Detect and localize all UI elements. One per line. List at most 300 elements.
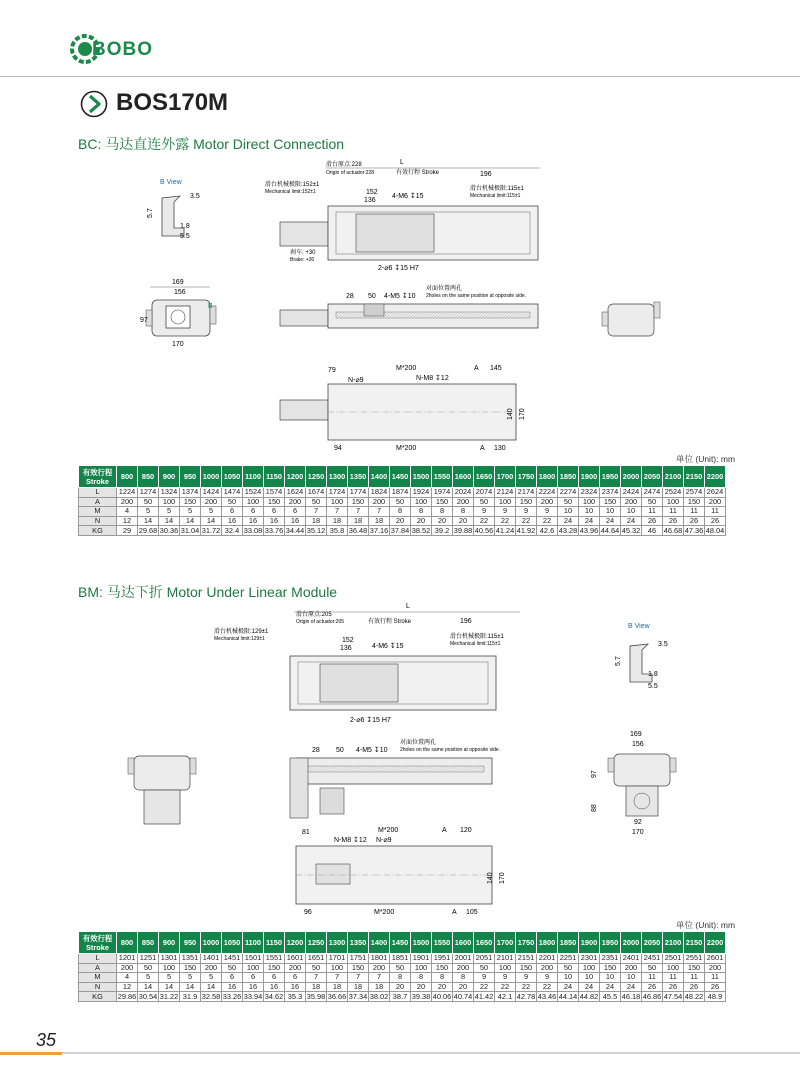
table-cell: 24 <box>621 516 642 526</box>
table-cell: 22 <box>474 516 495 526</box>
table-cell: 100 <box>327 497 348 507</box>
table-cell: 39.88 <box>453 525 473 535</box>
column-header: 1350 <box>348 932 369 954</box>
b-view-bm <box>615 623 668 690</box>
table-cell: 8 <box>411 973 432 983</box>
table-cell: 46.18 <box>621 991 641 1001</box>
table-header-label: 有效行程 Stroke <box>79 932 117 954</box>
column-header: 1950 <box>600 466 621 488</box>
dim-L-bm: L <box>406 603 410 610</box>
table-cell: 2151 <box>516 954 537 964</box>
column-header: 2150 <box>684 932 705 954</box>
dim-a-bottom-bm: A <box>452 909 457 916</box>
dim-170-side-bm: 170 <box>499 872 506 884</box>
table-cell: 150 <box>348 963 369 973</box>
column-header: 1700 <box>495 466 516 488</box>
table-cell: 50 <box>222 497 243 507</box>
dim-152-bm: 152 <box>342 637 354 644</box>
table-cell: 5 <box>159 973 180 983</box>
table-cell: 44.82 <box>579 991 599 1001</box>
table-cell: 35.12 <box>306 525 326 535</box>
column-header: 1900 <box>579 466 600 488</box>
table-cell: 1924 <box>411 488 432 498</box>
table-cell: 150 <box>432 497 453 507</box>
table-cell: 2051 <box>474 954 495 964</box>
table-cell: 32.58 <box>201 991 221 1001</box>
table-row <box>79 973 726 983</box>
table-cell: 37.84 <box>390 525 410 535</box>
table-cell: 50 <box>306 497 327 507</box>
table-cell: 150 <box>600 497 621 507</box>
table-cell: 5 <box>138 973 159 983</box>
column-header: 1700 <box>495 932 516 954</box>
dim-28-bm: 28 <box>312 747 320 754</box>
table-cell: 1801 <box>369 954 390 964</box>
footer-accent <box>0 1052 62 1055</box>
dim-1-8-bm: 1.8 <box>648 671 658 678</box>
dim-170: 170 <box>172 341 184 348</box>
column-header: 950 <box>180 932 201 954</box>
table-cell: 4 <box>117 973 138 983</box>
table-cell: 24 <box>600 516 621 526</box>
table-cell: 200 <box>369 963 390 973</box>
table-cell: 1374 <box>180 488 201 498</box>
table-cell: 20 <box>411 516 432 526</box>
row-label: KG <box>79 526 117 536</box>
column-header: 1900 <box>579 932 600 954</box>
column-header: 1600 <box>453 466 474 488</box>
table-cell: 7 <box>327 507 348 517</box>
opposite-holes-cn: 对面位置两孔 <box>426 286 463 292</box>
table-cell: 29.68 <box>138 525 158 535</box>
table-cell: 150 <box>180 497 201 507</box>
row-label: M <box>79 973 117 983</box>
column-header: 1400 <box>369 466 390 488</box>
table-cell: 46.86 <box>642 991 662 1001</box>
table-cell: 12 <box>117 516 138 526</box>
stroke-label: 有效行程 Stroke <box>396 170 440 176</box>
column-header: 1100 <box>243 932 264 954</box>
table-cell: 2124 <box>495 488 516 498</box>
table-cell: 11 <box>663 973 684 983</box>
table-cell: 5 <box>201 973 222 983</box>
table-cell: 200 <box>537 963 558 973</box>
table-row <box>79 516 726 526</box>
table-cell: 33.76 <box>264 525 284 535</box>
table-cell: 1751 <box>348 954 369 964</box>
row-label: L <box>79 954 117 964</box>
table-cell: 6 <box>222 973 243 983</box>
table-body-bm <box>79 954 726 1002</box>
table-cell: 32.4 <box>222 526 243 536</box>
table-cell: 20 <box>432 516 453 526</box>
dim-50: 50 <box>368 293 376 300</box>
table-cell: 30.54 <box>138 991 158 1001</box>
table-cell: 14 <box>138 516 159 526</box>
table-cell: 1651 <box>306 954 327 964</box>
table-cell: 5 <box>159 507 180 517</box>
table-cell: 22 <box>537 982 558 992</box>
table-cell: 26 <box>663 516 684 526</box>
drawing-bc <box>140 156 740 456</box>
table-cell: 44.14 <box>558 991 578 1001</box>
dim-97-bm: 97 <box>591 770 598 778</box>
table-cell: 11 <box>684 507 705 517</box>
dim-96: 96 <box>304 909 312 916</box>
dim-50-bm: 50 <box>336 747 344 754</box>
table-cell: 150 <box>264 497 285 507</box>
table-cell: 6 <box>243 973 264 983</box>
table-cell: 18 <box>369 516 390 526</box>
row-label: A <box>79 963 117 973</box>
table-cell: 29 <box>117 526 138 536</box>
table-cell: 150 <box>180 963 201 973</box>
n-m8-label-bm: N-M8 ↧12 <box>334 837 367 844</box>
dim-140: 140 <box>507 408 514 420</box>
bottom-view-bm <box>296 827 506 916</box>
table-cell: 6 <box>243 507 264 517</box>
table-cell: 100 <box>663 963 684 973</box>
table-cell: 38.52 <box>411 525 431 535</box>
table-cell: 26 <box>705 516 726 526</box>
dim-169: 169 <box>172 279 184 286</box>
column-header: 2100 <box>663 466 684 488</box>
row-label: KG <box>79 992 117 1002</box>
table-cell: 18 <box>306 516 327 526</box>
holes-m6: 4-M6 ↧15 <box>392 193 424 200</box>
holes-m5-bm: 4-M5 ↧10 <box>356 747 388 754</box>
table-cell: 7 <box>327 973 348 983</box>
right-end-view <box>602 302 660 336</box>
table-cell: 10 <box>558 973 579 983</box>
table-cell: 22 <box>537 516 558 526</box>
origin-label-cn: 滑台原点:228 <box>326 162 362 168</box>
table-cell: 2424 <box>621 488 642 498</box>
table-cell: 1851 <box>390 954 411 964</box>
table-cell: 34.62 <box>264 991 284 1001</box>
table-cell: 10 <box>558 507 579 517</box>
table-cell: 200 <box>621 963 642 973</box>
column-header: 2200 <box>705 932 726 954</box>
dim-130: 130 <box>494 445 506 452</box>
opposite-holes-en: 2holes on the same position at opposite side. <box>426 293 527 299</box>
table-cell: 14 <box>180 982 201 992</box>
column-header: 1000 <box>201 932 222 954</box>
row-label: A <box>79 497 117 507</box>
table-cell: 7 <box>369 973 390 983</box>
spec-table-bc <box>78 465 726 536</box>
dim-1-8: 1.8 <box>180 223 190 230</box>
column-header: 1550 <box>432 932 453 954</box>
table-cell: 150 <box>516 963 537 973</box>
table-cell: 26 <box>684 982 705 992</box>
table-row <box>79 954 726 964</box>
table-cell: 50 <box>558 963 579 973</box>
mech-limit-left-en-bm: Mechanical limit:129±1 <box>214 636 265 642</box>
table-cell: 11 <box>642 973 663 983</box>
dim-152: 152 <box>366 189 378 196</box>
table-cell: 50 <box>474 963 495 973</box>
table-cell: 5 <box>201 507 222 517</box>
table-cell: 6 <box>264 507 285 517</box>
opposite-holes-en-bm: 2holes on the same position at opposite side. <box>400 747 501 753</box>
dim-5-7-bm: 5.7 <box>615 656 622 666</box>
table-cell: 200 <box>201 963 222 973</box>
table-cell: 100 <box>243 497 264 507</box>
column-header: 1200 <box>285 932 306 954</box>
table-row <box>79 497 726 507</box>
table-cell: 9 <box>516 973 537 983</box>
section-heading-bc: BC: 马达直连外露 Motor Direct Connection <box>78 136 345 152</box>
table-cell: 20 <box>432 982 453 992</box>
column-header: 800 <box>117 932 138 954</box>
table-cell: 4 <box>117 507 138 517</box>
table-cell: 9 <box>474 507 495 517</box>
table-cell: 16 <box>264 516 285 526</box>
column-header: 900 <box>159 466 180 488</box>
table-cell: 20 <box>453 516 474 526</box>
table-cell: 150 <box>264 963 285 973</box>
table-cell: 100 <box>159 963 180 973</box>
drawing-bm <box>120 602 740 922</box>
table-cell: 200 <box>621 497 642 507</box>
column-header: 950 <box>180 466 201 488</box>
column-header: 1250 <box>306 466 327 488</box>
pin-holes: 2-⌀6 ↧15 H7 <box>378 265 419 272</box>
table-cell: 2501 <box>663 954 684 964</box>
dim-88-bm: 88 <box>591 804 598 812</box>
column-header: 1800 <box>537 466 558 488</box>
table-cell: 200 <box>453 497 474 507</box>
row-label: L <box>79 488 117 498</box>
table-cell: 14 <box>138 982 159 992</box>
table-cell: 1451 <box>222 954 243 964</box>
table-cell: 2451 <box>642 954 663 964</box>
table-cell: 26 <box>642 982 663 992</box>
table-cell: 1274 <box>138 488 159 498</box>
column-header: 1600 <box>453 932 474 954</box>
column-header: 1450 <box>390 466 411 488</box>
table-cell: 1601 <box>285 954 306 964</box>
column-header: 1050 <box>222 932 243 954</box>
table-cell: 2624 <box>705 488 726 498</box>
table-cell: 2201 <box>537 954 558 964</box>
dim-105: 105 <box>466 909 478 916</box>
table-cell: 43.46 <box>537 991 557 1001</box>
stroke-label-bm: 有效行程 Stroke <box>368 619 412 625</box>
dim-m200-top-bm: M*200 <box>378 827 399 834</box>
table-cell: 11 <box>705 507 726 517</box>
brake-label-en: Brake: +30 <box>290 257 315 263</box>
table-cell: 11 <box>663 507 684 517</box>
table-cell: 200 <box>705 963 726 973</box>
table-cell: 31.04 <box>180 525 200 535</box>
table-cell: 8 <box>390 973 411 983</box>
dim-136-bm: 136 <box>340 645 352 652</box>
table-cell: 8 <box>390 507 411 517</box>
table-cell: 41.92 <box>516 525 536 535</box>
table-cell: 8 <box>453 973 474 983</box>
dim-m200-bottom: M*200 <box>396 445 417 452</box>
column-header: 2000 <box>621 466 642 488</box>
table-cell: 2351 <box>600 954 621 964</box>
column-header: 1800 <box>537 932 558 954</box>
column-header: 2200 <box>705 466 726 488</box>
table-cell: 1224 <box>117 488 138 498</box>
column-header: 1300 <box>327 932 348 954</box>
table-cell: 24 <box>558 982 579 992</box>
table-cell: 1974 <box>432 488 453 498</box>
column-header: 850 <box>138 466 159 488</box>
column-header: 1750 <box>516 466 537 488</box>
table-row <box>79 507 726 517</box>
table-cell: 10 <box>621 507 642 517</box>
table-cell: 1701 <box>327 954 348 964</box>
mech-limit-left-cn-bm: 滑台机械极限:129±1 <box>214 629 269 635</box>
page-title: BOS170M <box>116 89 229 116</box>
table-cell: 2224 <box>537 488 558 498</box>
dim-a-top: A <box>474 365 479 372</box>
dim-5-7: 5.7 <box>147 208 154 218</box>
table-cell: 10 <box>621 973 642 983</box>
table-cell: 1501 <box>243 954 264 964</box>
origin-label-cn-bm: 滑台原点:205 <box>296 612 332 618</box>
column-header: 2050 <box>642 932 663 954</box>
n-m8-label: N-M8 ↧12 <box>416 375 449 382</box>
table-cell: 42.1 <box>495 992 516 1002</box>
table-cell: 14 <box>201 982 222 992</box>
table-cell: 100 <box>159 497 180 507</box>
column-header: 1250 <box>306 932 327 954</box>
table-cell: 50 <box>558 497 579 507</box>
table-cell: 22 <box>516 982 537 992</box>
table-cell: 16 <box>285 982 306 992</box>
table-cell: 1901 <box>411 954 432 964</box>
b-view-label-bm: B View <box>628 623 650 630</box>
table-cell: 10 <box>579 507 600 517</box>
table-cell: 200 <box>285 497 306 507</box>
table-row <box>79 992 726 1002</box>
table-header-row <box>79 932 726 954</box>
table-cell: 50 <box>390 963 411 973</box>
dim-196-bm: 196 <box>460 618 472 625</box>
table-cell: 9 <box>495 973 516 983</box>
table-cell: 200 <box>369 497 390 507</box>
table-cell: 41.24 <box>495 525 515 535</box>
column-header: 2050 <box>642 466 663 488</box>
table-cell: 33.26 <box>222 991 242 1001</box>
table-cell: 8 <box>432 507 453 517</box>
table-cell: 14 <box>201 516 222 526</box>
table-cell: 2401 <box>621 954 642 964</box>
bottom-view <box>280 365 526 452</box>
table-cell: 11 <box>684 973 705 983</box>
dim-169-bm: 169 <box>630 731 642 738</box>
table-cell: 18 <box>369 982 390 992</box>
b-view-profile <box>147 179 200 240</box>
table-row <box>79 488 726 498</box>
table-cell: 37.34 <box>348 991 368 1001</box>
column-header: 2150 <box>684 466 705 488</box>
column-header: 1650 <box>474 466 495 488</box>
table-cell: 47.54 <box>663 991 683 1001</box>
table-cell: 2251 <box>558 954 579 964</box>
table-cell: 35.3 <box>285 992 306 1002</box>
pin-holes-bm: 2-⌀6 ↧15 H7 <box>350 717 391 724</box>
table-cell: 50 <box>642 497 663 507</box>
column-header: 2000 <box>621 932 642 954</box>
table-cell: 22 <box>495 516 516 526</box>
b-view-label: B View <box>160 179 182 186</box>
table-cell: 1401 <box>201 954 222 964</box>
column-header: 1000 <box>201 466 222 488</box>
dim-3-5: 3.5 <box>190 193 200 200</box>
table-cell: 2101 <box>495 954 516 964</box>
spec-table-bm <box>78 931 726 1002</box>
table-cell: 10 <box>600 507 621 517</box>
table-cell: 16 <box>222 982 243 992</box>
table-cell: 18 <box>348 516 369 526</box>
column-header: 1050 <box>222 466 243 488</box>
page-number: 35 <box>36 1030 57 1050</box>
mech-limit-right-en-bm: Mechanical limit:115±1 <box>450 641 501 647</box>
table-cell: 100 <box>243 963 264 973</box>
table-cell: 2024 <box>453 488 474 498</box>
table-cell: 26 <box>705 982 726 992</box>
row-label: N <box>79 982 117 992</box>
table-cell: 7 <box>369 507 390 517</box>
table-cell: 7 <box>306 973 327 983</box>
table-body-bc <box>79 488 726 536</box>
dim-97: 97 <box>140 317 148 324</box>
table-cell: 11 <box>642 507 663 517</box>
table-cell: 2601 <box>705 954 726 964</box>
table-cell: 6 <box>222 507 243 517</box>
dim-L: L <box>400 159 404 166</box>
table-cell: 16 <box>222 516 243 526</box>
table-cell: 100 <box>663 497 684 507</box>
dim-81: 81 <box>302 829 310 836</box>
column-header: 1950 <box>600 932 621 954</box>
column-header: 1500 <box>411 466 432 488</box>
table-cell: 40.06 <box>432 991 452 1001</box>
table-cell: 9 <box>474 973 495 983</box>
column-header: 850 <box>138 932 159 954</box>
dim-120: 120 <box>460 827 472 834</box>
table-cell: 1674 <box>306 488 327 498</box>
dim-a-bottom: A <box>480 445 485 452</box>
table-cell: 100 <box>411 497 432 507</box>
origin-label-en: Origin of actuator:228 <box>326 170 375 176</box>
column-header: 1150 <box>264 932 285 954</box>
table-cell: 200 <box>117 497 138 507</box>
table-cell: 26 <box>663 982 684 992</box>
table-cell: 22 <box>474 982 495 992</box>
table-cell: 18 <box>327 982 348 992</box>
table-cell: 2301 <box>579 954 600 964</box>
table-cell: 16 <box>285 516 306 526</box>
column-header: 1750 <box>516 932 537 954</box>
table-cell: 7 <box>348 507 369 517</box>
table-cell: 20 <box>453 982 474 992</box>
table-cell: 31.9 <box>180 992 201 1002</box>
table-cell: 8 <box>411 507 432 517</box>
table-cell: 9 <box>537 507 558 517</box>
row-label: N <box>79 516 117 526</box>
dim-a-top-bm: A <box>442 827 447 834</box>
dim-140-bm: 140 <box>487 872 494 884</box>
table-cell: 46.68 <box>663 525 683 535</box>
